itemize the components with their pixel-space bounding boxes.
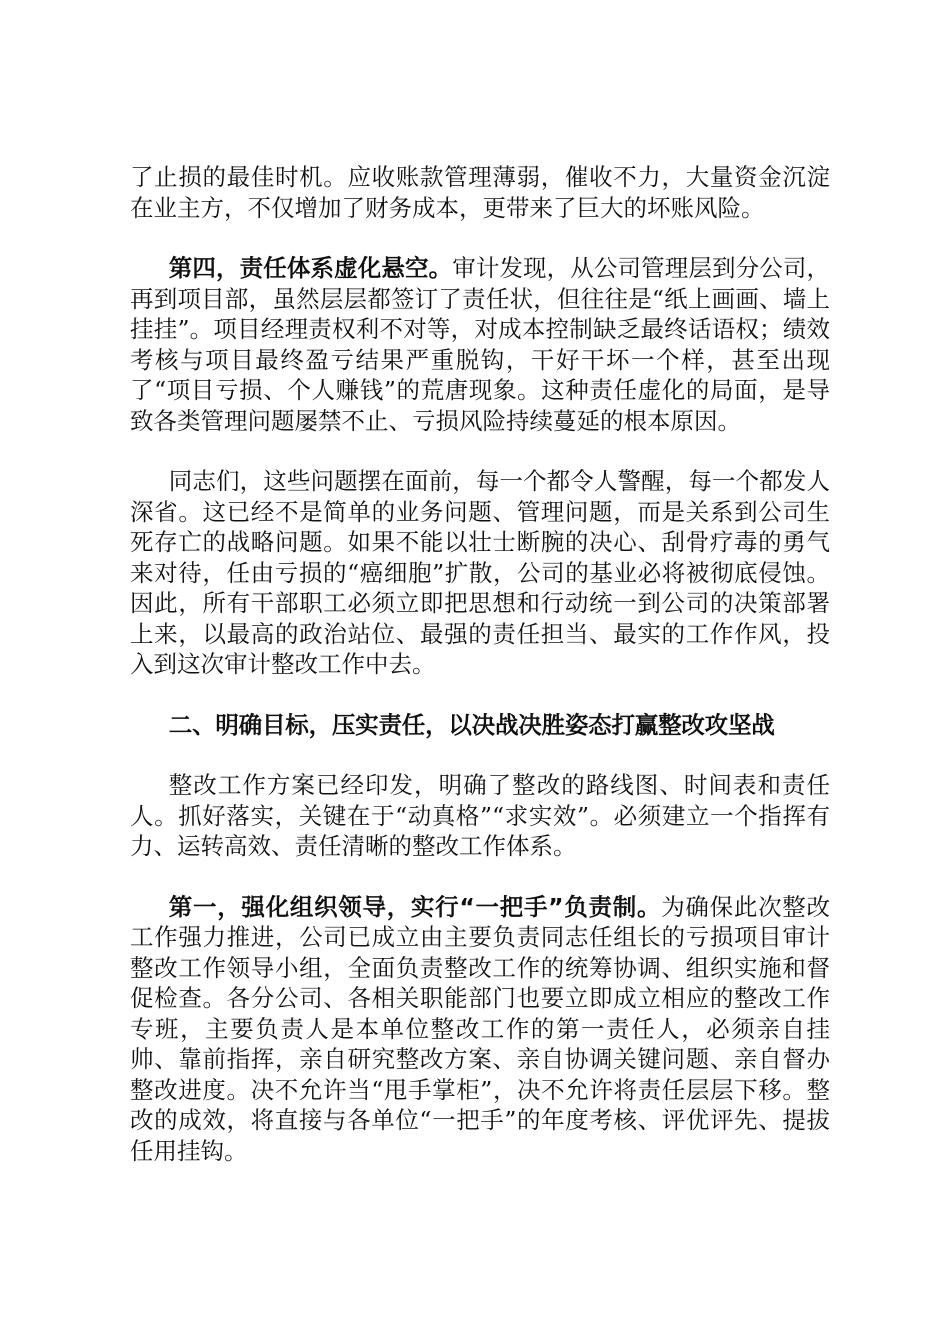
paragraph-lead-heading: 第四，责任体系虚化悬空。 [168,254,453,282]
document-page [130,162,830,1196]
paragraph-text: 整改工作方案已经印发，明确了整改的路线图、时间表和责任人。抓好落实，关键在于“动真格”“求实效”。必须建立一个指挥有力、运转高效、责任清晰的整改工作体系。 [130,771,830,860]
paragraph-text: 同志们，这些问题摆在面前，每一个都令人警醒，每一个都发人深省。这已经不是简单的业务问题、管理问题，而是关系到公司生死存亡的战略问题。如果不能以壮士断腕的决心、刮骨疗毒的勇气来对待，任由亏损的“癌细胞”扩散，公司的基业必将被彻底侵蚀。因此，所有干部职工必须立即把思想和行动统一到公司的决策部署上来，以最高的政治站位、最强的责任担当、最实的工作作风，投入到这次审计整改工作中去。 [130,467,830,678]
paragraph-comrades [130,466,830,680]
paragraph-plan [130,770,830,862]
paragraph-lead-heading: 第一，强化组织领导，实行“一把手”负责制。 [168,892,662,921]
paragraph-text: 为确保此次整改工作强力推进，公司已成立由主要负责同志任组长的亏损项目审计整改工作领导小组，全面负责整改工作的统筹协调、组织实施和督促检查。各分公司、各相关职能部门也要立即成立相应的整改工作专班，主要负责人是本单位整改工作的第一责任人，必须亲自挂帅、靠前指挥，亲自研究整改方案、亲自协调关键问题、亲自督办整改进度。决不允许当“甩手掌柜”，决不允许将责任层层下移。整改的成效，将直接与各单位“一把手”的年度考核、评优评先、提拔任用挂钩。 [130,892,831,1165]
paragraph-text: 审计发现，从公司管理层到分公司，再到项目部，虽然层层都签订了责任状，但往往是“纸上画画、墙上挂挂”。项目经理责权利不对等，对成本控制缺乏最终话语权；绩效考核与项目最终盈亏结果严重脱钩，干好干坏一个样，甚至出现了“项目亏损、个人赚钱”的荒唐现象。这种责任虚化的局面，是导致各类管理问题屡禁不止、亏损风险持续蔓延的根本原因。 [130,254,830,435]
paragraph-responsibility-system [130,253,830,436]
section-heading: 二、明确目标，压实责任，以决战决胜姿态打赢整改攻坚战 [168,710,775,739]
paragraph-continuation [130,162,830,223]
paragraph-leadership [130,892,830,1167]
paragraph-text: 了止损的最佳时机。应收账款管理薄弱，催收不力，大量资金沉淀在业主方，不仅增加了财务成本，更带来了巨大的坏账风险。 [130,163,830,222]
